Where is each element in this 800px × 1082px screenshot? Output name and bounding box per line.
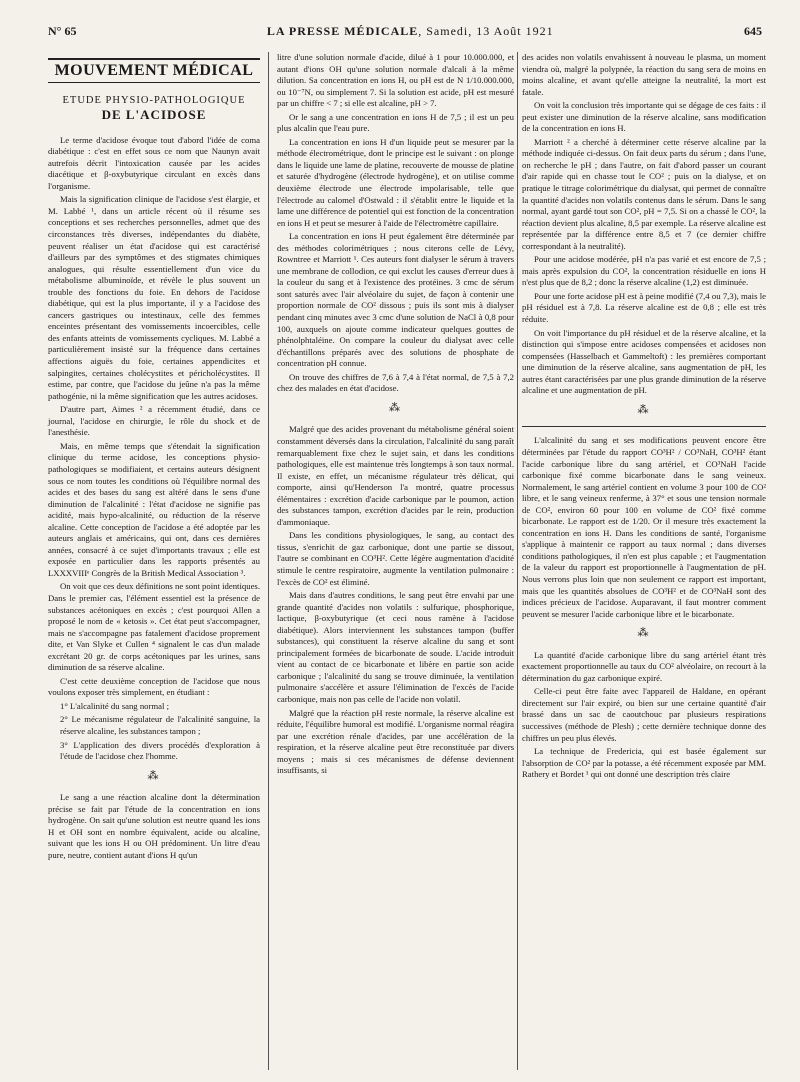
- paragraph: On trouve des chiffres de 7,6 à 7,4 à l'état normal, de 7,5 à 7,2 chez des malades en état d'acidose.: [277, 371, 514, 394]
- paragraph: C'est cette deuxième conception de l'acidose que nous voulons exposer très simplement, en étudiant :: [48, 675, 260, 698]
- column-1: [48, 52, 260, 863]
- page-header: [48, 22, 762, 40]
- column-3: [522, 52, 766, 783]
- section-separator: ⁂: [637, 627, 651, 640]
- paragraph: des acides non volatils envahissent à nouveau le plasma, un moment viendra où, malgré la polypnée, la réaction du sang sera de moins en moins alcaline, et avant qu'elle atteigne la neutralité, la mort est fatale.: [522, 52, 766, 97]
- paragraph: Mais la signification clinique de l'acidose s'est élargie, et M. Labbé ¹, dans un article récent où il résume ses conceptions et ses recherches personnelles, admet que des circonstances très diverses, indépendantes du diabète, peuvent réaliser un état d'acidose qui est caractérisé d'ailleurs par des symptômes et des stigmates chimiques analogues, qui résulte essentiellement d'un vice du métabolisme albuminoïde, et révèle le plus souvent un trouble des fonctions du foie. En dehors de l'acidose diabétique, qui est la plus importante, il y a l'acidose des cancers gastriques ou intestinaux, celle des femmes enceintes présentant des vomissements incoercibles, celle des enfants atteints de vomissements cycliques. M. Labbé a particulièrement insisté sur la fréquence dans certaines affections aiguës du foie, certaines appendicites et salpingites, certaines cholécystites et péricholécystites. Il estime, par contre, que l'acidose du jeûne n'a pas la même pathogénie, ni la même signification que les autres acidoses.: [48, 194, 260, 401]
- column-2: [277, 52, 514, 779]
- list-item: 1° L'alcalinité du sang normal ;: [60, 700, 170, 711]
- paragraph: Mais, en même temps que s'étendait la signification clinique du terme acidose, les conceptions physio-pathologiques se modifiaient, et certains auteurs désignent sous ce nom toutes les conditions où l'équilibre normal des acides et des bases du sang est altéré dans le sens d'une diminution de l'alcalinité : l'état d'acidose ne signifie pas acidité, mais hypo-alcalinité, ou réduction de la réserve alcaline. Cette conception de l'acidose a été adoptée par les auteurs anglais et américains, qui ont, dans ces dernières années, consacré à ce sujet d'importants travaux ; elle est exposée en particulier dans les rapports présentés au LXXXVIIIᵉ Congrès de la British Medical Association ³.: [48, 440, 260, 578]
- paragraph: La technique de Fredericia, qui est basée également sur l'absorption de CO² par la potasse, a été récemment exposée par MM. Rathery et Bordet ¹ qui ont donné une description très claire: [522, 746, 766, 780]
- divider: [522, 426, 766, 427]
- section-separator: ⁂: [147, 769, 161, 782]
- section-separator: ⁂: [637, 403, 651, 416]
- section-title: MOUVEMENT MÉDICAL: [48, 58, 260, 83]
- journal-title: [267, 24, 554, 39]
- paragraph: litre d'une solution normale d'acide, dilué à 1 pour 10.000.000, et autant d'ions OH qu'une solution normale d'alcali à la même dilution. Sa concentration en ions H, ou pH est de N 1/10.000.000, ou 10⁻⁷N, ou simplement 7. Si la solution est acide, pH est mesuré par un chiffre < 7 ; si elle est alcaline, pH > 7.: [277, 52, 514, 109]
- paragraph: Pour une forte acidose pH est à peine modifié (7,4 ou 7,3), mais le pH résiduel est à 7,8. La réserve alcaline est de 0,8 ; elle est très réduite.: [522, 290, 766, 325]
- paragraph: Dans les conditions physiologiques, le sang, au contact des tissus, s'enrichit de gaz carbonique, dont une partie se dissout, l'autre se combinant en CO³H². Cette légère augmentation d'acidité stimule le centre respiratoire, augmente la ventilation pulmonaire : l'excès de CO² est éliminé.: [277, 530, 514, 587]
- page-number: 645: [744, 23, 762, 38]
- list-item: 3° L'application des divers procédés d'exploration à l'étude de l'acidose chez l'homme.: [60, 739, 260, 762]
- paragraph: La concentration en ions H d'un liquide peut se mesurer par la méthode électrométrique, dont le principe est le suivant : on plonge dans le liquide une lame de platine, recouverte de mousse de platine et saturée d'hydrogène (électrode hydrogène), et on utilise comme deuxième électrode une électrode impolarisable, telle que l'électrode au calomel d'Ostwald : il s'établit entre le liquide et la lame une différence de potentiel qui est fonction de la concentration en ions H et peut se mesurer à l'aide de l'électromètre capillaire.: [277, 136, 514, 228]
- paragraph: On voit que ces deux définitions ne sont point identiques. Dans le premier cas, l'élément essentiel est la présence de substances acétoniques en excès ; c'est pourquoi Allen a proposé le nom de « ketosis ». Cet état peut s'accompagner, mais ne s'accompagne pas fatalement d'acidose proprement dite, et Van Slyke et Cullen ⁴ signalent le cas d'un malade excrétant 20 gr. de corps acétoniques par les urines, sans diminution de sa réserve alcaline.: [48, 581, 260, 673]
- paragraph: On voit l'importance du pH résiduel et de la réserve alcaline, et la distinction qui s'impose entre acidoses compensées et acidoses non compensées (Hasselbach et Gammeltoft) : les premières comportant une diminution de la réserve alcaline, sans augmentation de pH, les autres étant caractérisées par une plus grande diminution de la réserve alcaline et une augmentation de pH.: [522, 327, 766, 396]
- paragraph: Le terme d'acidose évoque tout d'abord l'idée de coma diabétique : c'est en effet sous ce nom que Naunyn avait autrefois décrit l'intoxication causée par les acides diacétique et β-oxybutyrique circulant en excès dans l'organisme.: [48, 134, 260, 191]
- paragraph: Malgré que des acides provenant du métabolisme général soient constamment déversés dans la circulation, l'alcalinité du sang paraît remarquablement fixe chez le sujet sain, et dans les conditions pathologiques, elle est maintenue très longtemps à son taux normal. Il existe, en effet, un mécanisme régulateur très délicat, qui comporte, ainsi qu'Henderson l'a montré, quatre processus élémentaires : excrétion d'acide carbonique par le poumon, action des substances tampon, excrétion d'acides par le rein, production d'ammoniaque.: [277, 424, 514, 527]
- column-divider: [517, 52, 518, 1070]
- issue-number: N° 65: [48, 23, 77, 38]
- paragraph: Le sang a une réaction alcaline dont la détermination précise se fait par l'étude de la concentration en ions hydrogène. On sait qu'une solution est neutre quand les ions H et OH sont en nombre équivalent, acide ou alcaline, suivant que les ions H ou OH prédominent. Un litre d'eau pure, neutre, contient autant d'ions H qu'un: [48, 792, 260, 860]
- issue-date: , Samedi, 13 Août 1921: [418, 23, 554, 38]
- paragraph: Or le sang a une concentration en ions H de 7,5 ; il est un peu plus alcalin que l'eau pure.: [277, 111, 514, 134]
- paragraph: D'autre part, Aimes ² a récemment étudié, dans ce journal, l'acidose en chirurgie, le rôle du shock et de l'anesthésie.: [48, 404, 260, 438]
- paragraph: Marriott ² a cherché à déterminer cette réserve alcaline par la méthode indiquée ci-dessus. On fait deux parts du sérum ; dans l'une, on recherche le pH ; dans l'autre, on fait d'abord passer un courant d'air rapide qui en chasse tout le CO² ; puis on la dialyse, et on pratique le titrage colorimétrique du dialysat, qui permet de connaître la quantité d'acides non volatils contenus dans le sérum. Dans le sang normal, ayant gardé tout son CO², pH = 7,5. Si on a chassé le CO², la réaction devient plus alcaline, 8,5 par exemple. La réserve alcaline est représentée par la différence entre 8,5 et 7 (ce dernier chiffre correspondant à la neutralité).: [522, 136, 766, 251]
- column-divider: [268, 52, 269, 1070]
- paragraph: La concentration en ions H peut également être déterminée par des méthodes colorimétriques ; nous citerons celle de Lévy, Rowntree et Marriott ¹. Ces auteurs font dialyser le sérum à travers une membrane de collodion, ce qui exclut les causes d'erreur dues à la couleur du sang et à l'existence des protéines. 3 cmc de sérum sont saturés avec l'air alvéolaire du sujet, de façon à contenir une proportion normale de CO² dissous ; puis ils sont mis à dialyser pendant cinq minutes avec 3 cmc d'une solution de NaCl à 0,8 pour 100, auxquels on ajoute comme indicateur quelques gouttes de phénolphtaléine. On compare la couleur du dialysat avec celle d'échantillons préparés avec des solutions de phosphate de concentration pH connue.: [277, 231, 514, 369]
- paragraph: Celle-ci peut être faite avec l'appareil de Haldane, en opérant directement sur l'air expiré, ou bien sur une certaine quantité d'air brassé dans un sac de caoutchouc par plusieurs respirations successives (méthode de Plesh) ; cette dernière technique donne des chiffres un peu plus élevés.: [522, 686, 766, 743]
- article-subtitle: ETUDE PHYSIO-PATHOLOGIQUE: [62, 94, 246, 106]
- paragraph: Pour une acidose modérée, pH n'a pas varié et est encore de 7,5 ; mais après expulsion du CO², la concentration résiduelle en ions H n'est plus que de 8,2 ; donc la réserve alcaline (1,2) est diminuée.: [522, 254, 766, 288]
- list-item: 2° Le mécanisme régulateur de l'alcalinité sanguine, la réserve alcaline, les substances tampon ;: [60, 714, 260, 736]
- section-separator: ⁂: [389, 401, 402, 414]
- paragraph: L'alcalinité du sang et ses modifications peuvent encore être déterminées par l'étude du rapport CO³H² / CO³NaH, CO³H² étant l'acide carbonique libre du sang artériel, et CO³NaH l'acide carbonique fixé comme bicarbonate dans le sang veineux. Normalement, le sang artériel contient en volume 3 pour 100 de CO² libre, et le sang veineux renferme, à 37° et sous une tension normale de CO², environ 60 pour 100 en volume de CO² fixé comme bicarbonate. Le rapport est de 1/20. Or il mesure très exactement la concentration en ions H. Dans les conditions de santé, l'organisme s'applique à maintenir ce rapport au taux normal ; dans diverses conditions pathologiques, il n'en est plus capable ; et l'augmentation de la valeur du rapport est proportionnelle à l'augmentation de pH. Nous verrons plus loin que non seulement ce rapport est important, mais que les quantités absolues de CO³H² et de CO³NaH sont des indices précieux de l'acidose. Auparavant, il faut montrer comment peuvent se mesurer l'acide carbonique libre et le bicarbonate.: [522, 435, 766, 619]
- paragraph: Mais dans d'autres conditions, le sang peut être envahi par une grande quantité d'acides non volatils : sulfurique, phosphorique, lactique, β-oxybutyrique (et ceci nous ramène à l'acidose diabétique). Alors interviennent les substances tampon (buffer substances), qui constituent la réserve alcaline du sang et sont principalement formées de bicarbonate de soude. L'acide introduit vient au contact de ce bicarbonate et libère en partie son acide carbonique ; l'alcalinité du sang se trouve diminuée, la ventilation pulmonaire s'accélère et assure l'élimination de l'excès de l'acide carbonique, mais non pas celle de l'acide non volatil.: [277, 590, 514, 704]
- paragraph: Malgré que la réaction pH reste normale, la réserve alcaline est réduite, l'équilibre humoral est modifié. L'organisme normal réagira par une excrétion rénale d'acides, par une accélération de la respiration, et la réserve alcaline peut être reconstituée par divers moyens ; mais si ces mécanismes de défense deviennent insuffisants, si: [277, 707, 514, 776]
- article-title: DE L'ACIDOSE: [101, 107, 207, 123]
- journal-name: LA PRESSE MÉDICALE: [266, 23, 419, 38]
- paragraph: On voit la conclusion très importante qui se dégage de ces faits : il peut exister une diminution de la réserve alcaline, sans modification de la concentration en ions H.: [522, 100, 766, 134]
- study-list: [48, 701, 260, 763]
- paragraph: La quantité d'acide carbonique libre du sang artériel étant très exactement proportionnelle au taux du CO² alvéolaire, on recourt à la détermination du gaz carbonique expiré.: [522, 649, 766, 683]
